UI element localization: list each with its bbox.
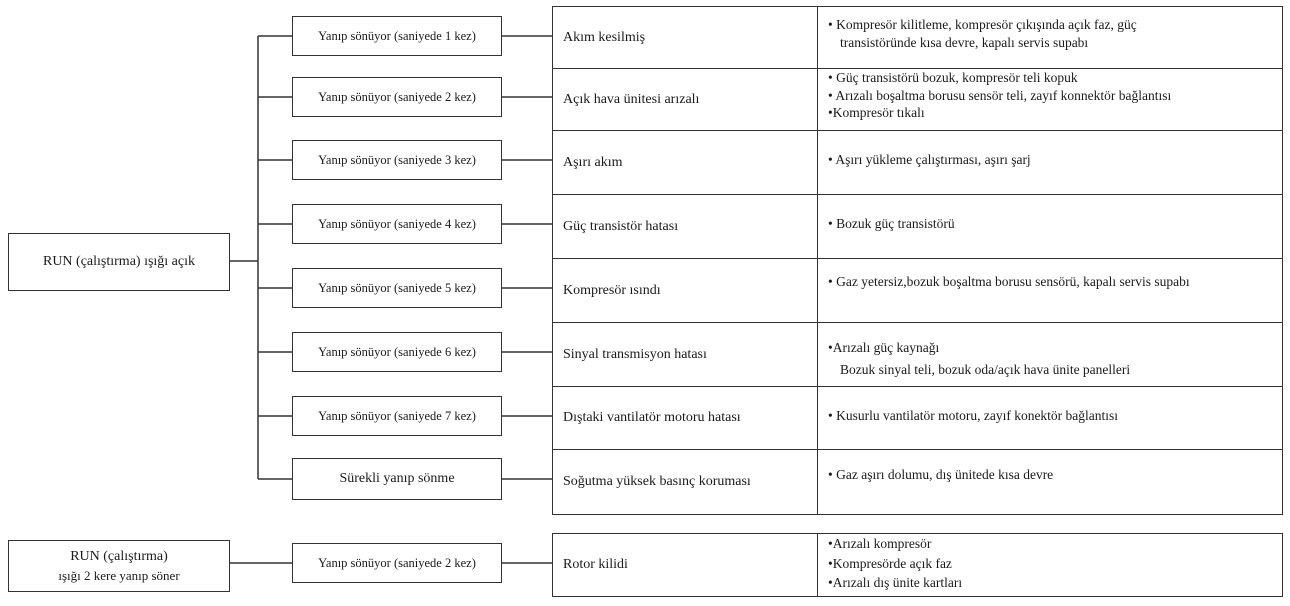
- fault-node-1: [552, 6, 818, 69]
- indicator-node-1: [292, 16, 502, 56]
- cause-line: • Arızalı güç kaynağı: [828, 337, 1272, 359]
- fault-node-5: [552, 258, 818, 323]
- cause-line: • Kompresörde açık faz: [828, 554, 1272, 574]
- indicator-node-7: [292, 396, 502, 436]
- indicator-label: Yanıp sönüyor (saniyede 4 kez): [318, 216, 476, 231]
- fault-label: Rotor kilidi: [563, 557, 628, 572]
- indicator-node-8: [292, 458, 502, 500]
- cause-line: • Kompresör kilitleme, kompresör çıkışında açık faz, güç: [828, 16, 1272, 34]
- indicator-node-4: [292, 204, 502, 244]
- fault-label: Dıştaki vantilatör motoru hatası: [563, 410, 741, 425]
- cause-line: • Bozuk güç transistörü: [828, 215, 1272, 233]
- root-label: RUN (çalıştırma) ışığı açık: [42, 254, 196, 269]
- cause-line: • Gaz yetersiz,bozuk boşaltma borusu sensörü, kapalı servis supabı: [828, 273, 1272, 291]
- cause-node-7: [817, 386, 1283, 450]
- indicator-label: Yanıp sönüyor (saniyede 3 kez): [318, 152, 476, 167]
- root-label-line2: ışığı 2 kere yanıp söner: [58, 567, 180, 583]
- fault-node-3: [552, 130, 818, 195]
- indicator-node-rotor: [292, 543, 502, 583]
- cause-node-2: [817, 68, 1283, 131]
- cause-line: • Aşırı yükleme çalıştırması, aşırı şarj: [828, 151, 1272, 169]
- root-node-run-light-on: [8, 233, 230, 291]
- indicator-node-5: [292, 268, 502, 308]
- indicator-label: Yanıp sönüyor (saniyede 1 kez): [318, 28, 476, 43]
- cause-node-5: [817, 258, 1283, 323]
- fault-label: Akım kesilmiş: [563, 29, 646, 45]
- cause-line: • Kusurlu vantilatör motoru, zayıf konektör bağlantısı: [828, 407, 1272, 425]
- fault-label: Açık hava ünitesi arızalı: [563, 91, 700, 107]
- cause-line: • Arızalı boşaltma borusu sensör teli, zayıf konnektör bağlantısı: [828, 87, 1272, 105]
- root-node-run-light-blinks-twice: [8, 540, 230, 592]
- cause-line: • Arızalı dış ünite kartları: [828, 573, 1272, 593]
- cause-node-6: [817, 322, 1283, 387]
- cause-line: transistöründe kısa devre, kapalı servis supabı: [840, 35, 1089, 51]
- cause-line: • Arızalı kompresör: [828, 534, 1272, 554]
- indicator-label: Yanıp sönüyor (saniyede 2 kez): [318, 89, 476, 104]
- fault-node-8: [552, 449, 818, 515]
- cause-node-1: [817, 6, 1283, 69]
- fault-label: Kompresör ısındı: [563, 282, 661, 298]
- fault-node-4: [552, 194, 818, 259]
- indicator-label: Yanıp sönüyor (saniyede 5 kez): [318, 280, 476, 295]
- indicator-label: Yanıp sönüyor (saniyede 6 kez): [318, 344, 476, 359]
- fault-label: Güç transistör hatası: [563, 218, 679, 234]
- fault-node-rotor: [552, 533, 818, 597]
- indicator-label: Sürekli yanıp sönme: [339, 471, 455, 486]
- cause-node-4: [817, 194, 1283, 259]
- indicator-node-6: [292, 332, 502, 372]
- cause-node-rotor: [817, 533, 1283, 597]
- cause-node-3: [817, 130, 1283, 195]
- indicator-label: Yanıp sönüyor (saniyede 2 kez): [318, 555, 476, 570]
- fault-label: Soğutma yüksek basınç koruması: [563, 474, 751, 489]
- cause-node-8: [817, 449, 1283, 515]
- cause-line: • Kompresör tıkalı: [828, 104, 1272, 122]
- cause-line: • Güç transistörü bozuk, kompresör teli kopuk: [828, 69, 1272, 87]
- indicator-node-3: [292, 140, 502, 180]
- indicator-label: Yanıp sönüyor (saniyede 7 kez): [318, 408, 476, 423]
- cause-line: • Gaz aşırı dolumu, dış ünitede kısa devre: [828, 466, 1272, 484]
- root-label-line1: RUN (çalıştırma): [70, 549, 168, 565]
- indicator-node-2: [292, 77, 502, 117]
- fault-node-6: [552, 322, 818, 387]
- fault-label: Aşırı akım: [563, 154, 623, 170]
- fault-node-2: [552, 68, 818, 131]
- cause-line: Bozuk sinyal teli, bozuk oda/açık hava ünite panelleri: [840, 361, 1131, 377]
- fault-label: Sinyal transmisyon hatası: [563, 346, 707, 362]
- fault-node-7: [552, 386, 818, 450]
